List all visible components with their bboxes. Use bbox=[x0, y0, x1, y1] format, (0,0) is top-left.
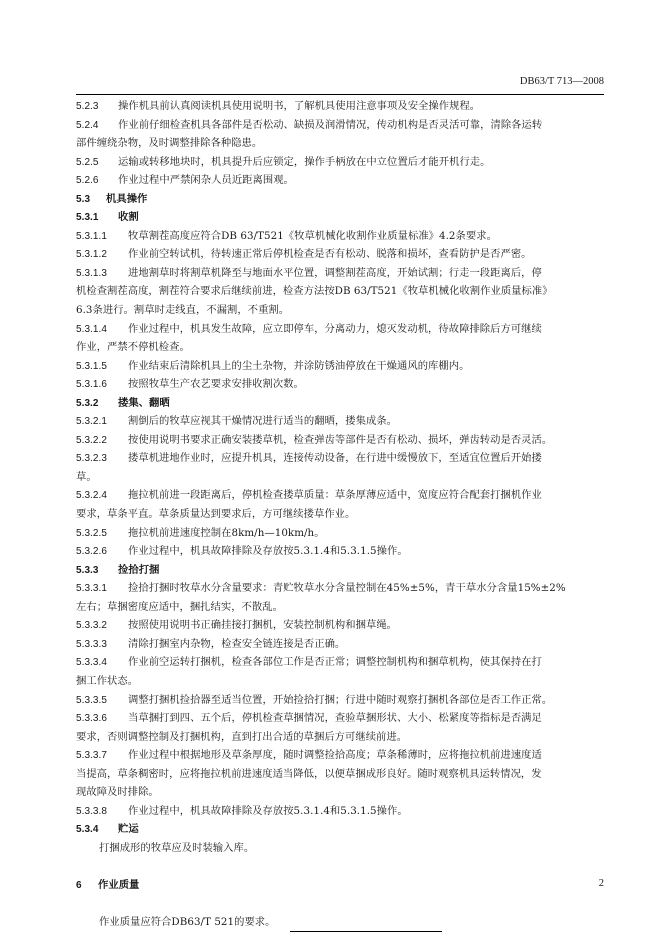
section-heading bbox=[76, 820, 606, 839]
clause-text: 按照使用说明书正确挂接打捆机，安装控制机构和捆草绳。 bbox=[128, 619, 398, 632]
clause-number: 5.3.3.7 bbox=[76, 750, 107, 762]
clause-number: 5.3.1.2 bbox=[76, 249, 107, 261]
clause-line bbox=[76, 449, 606, 468]
clause-text: 打捆成形的牧草应及时装输入库。 bbox=[99, 841, 255, 854]
clause-text: 要求，草条平直。草条质量达到要求后，方可继续搂草作业。 bbox=[76, 508, 356, 521]
clause-number: 5.3.2 bbox=[76, 397, 99, 409]
continuation-line bbox=[76, 672, 606, 691]
header-rule bbox=[76, 94, 604, 95]
clause-text: 6.3条进行。割草时走线直，不漏割，不重割。 bbox=[76, 304, 290, 317]
clause-line bbox=[76, 171, 606, 190]
clause-text: 作业过程中，机具故障排除及存放按5.3.1.4和5.3.1.5操作。 bbox=[128, 545, 408, 558]
clause-line bbox=[76, 97, 606, 116]
clause-number: 5.2.4 bbox=[76, 119, 99, 131]
clause-number: 5.2.3 bbox=[76, 101, 99, 112]
spacer bbox=[76, 857, 606, 876]
clause-text: 作业过程中根据地形及草条厚度，随时调整捡拾高度；草条稀薄时，应将拖拉机前进速度适 bbox=[128, 749, 542, 762]
clause-line bbox=[76, 153, 606, 172]
continuation-line bbox=[76, 134, 606, 153]
continuation-line bbox=[76, 301, 606, 320]
document-code: DB63/T 713—2008 bbox=[519, 76, 604, 87]
continuation-line bbox=[76, 913, 606, 932]
heading-text: 作业质量 bbox=[98, 879, 140, 891]
clause-number: 5.3.2.5 bbox=[76, 527, 107, 539]
clause-line bbox=[76, 431, 606, 450]
clause-text: 左右；草捆密度应适中，捆扎结实，不散乱。 bbox=[76, 600, 283, 613]
clause-number: 5.3.1.6 bbox=[76, 379, 107, 391]
clause-text: 拖拉机前进速度控制在8km/h—10km/h。 bbox=[128, 526, 325, 539]
clause-line bbox=[76, 227, 606, 246]
clause-number: 5.2.5 bbox=[76, 156, 99, 168]
clause-number: 5.3.3.2 bbox=[76, 620, 107, 632]
clause-text: 搂草机进地作业时，应提升机具，连接传动设备，在行进中缓慢放下，至适宜位置后开始搂 bbox=[128, 452, 542, 465]
clause-line bbox=[76, 116, 606, 135]
clause-number: 5.3.3.5 bbox=[76, 694, 107, 706]
clause-line bbox=[76, 635, 606, 654]
clause-text: 当草捆打到四、五个后，停机检查草捆情况，查验草捆形状、大小、松紧度等指标是否满足 bbox=[128, 712, 542, 725]
continuation-line bbox=[76, 783, 606, 802]
clause-line bbox=[76, 746, 606, 765]
section-heading bbox=[76, 208, 606, 227]
clause-text: 现故障及时排除。 bbox=[76, 786, 159, 799]
clause-text: 作业，严禁不停机检查。 bbox=[76, 341, 190, 354]
clause-text: 割倒后的牧草应视其干燥情况进行适当的翻晒，搂集成条。 bbox=[128, 415, 398, 428]
clause-text: 按照牧草生产农艺要求安排收割次数。 bbox=[128, 378, 304, 391]
clause-text: 调整打捆机捡拾器至适当位置，开始捡拾打捆；行进中随时观察打捆机各部位是否工作正常。 bbox=[128, 693, 553, 706]
clause-number: 5.2.6 bbox=[76, 175, 99, 187]
clause-number: 5.3.2.4 bbox=[76, 490, 107, 502]
section-heading bbox=[76, 876, 606, 895]
clause-number: 5.3.2.3 bbox=[76, 453, 107, 465]
heading-text: 贮运 bbox=[118, 824, 139, 836]
heading-text: 搂集、翻晒 bbox=[118, 397, 170, 409]
clause-number: 5.3.4 bbox=[76, 824, 99, 836]
clause-number: 5.3.2.6 bbox=[76, 546, 107, 558]
clause-line bbox=[76, 691, 606, 710]
clause-text: 按使用说明书要求正确安装搂草机，检查弹齿等部件是否有松动、损坏，弹齿转动是否灵活。 bbox=[128, 433, 553, 446]
section-heading bbox=[76, 561, 606, 580]
spacer bbox=[76, 895, 606, 914]
heading-text: 机具操作 bbox=[106, 193, 148, 205]
clause-text: 机检查割茬高度，割茬符合要求后继续前进，检查方法按DB 63/T521《牧草机械化收割作业质量标准》 bbox=[76, 285, 553, 298]
clause-line bbox=[76, 375, 606, 394]
continuation-line bbox=[76, 598, 606, 617]
clause-line bbox=[76, 412, 606, 431]
clause-number: 5.3.3.8 bbox=[76, 805, 107, 817]
clause-number: 5.3.3.6 bbox=[76, 713, 107, 725]
clause-text: 作业前仔细检查机具各部件是否松动、缺损及润滑情况，传动机构是否灵活可靠，清除各运转 bbox=[118, 118, 543, 131]
clause-line bbox=[76, 709, 606, 728]
clause-number: 5.3.3.1 bbox=[76, 583, 107, 595]
continuation-line bbox=[76, 839, 606, 858]
clause-line bbox=[76, 486, 606, 505]
clause-text: 进地割草时将割草机降至与地面水平位置，调整割茬高度，开始试割；行走一段距离后，停 bbox=[128, 266, 542, 279]
clause-number: 5.3.3.4 bbox=[76, 657, 107, 669]
clause-text: 牧草割茬高度应符合DB 63/T521《牧草机械化收割作业质量标准》4.2条要求。 bbox=[128, 229, 497, 242]
document-body bbox=[76, 97, 606, 932]
clause-text: 作业前空运转打捆机，检查各部位工作是否正常；调整控制机构和捆草机构，使其保持在打 bbox=[128, 656, 542, 669]
clause-number: 6 bbox=[76, 879, 82, 891]
clause-number: 5.3 bbox=[76, 193, 91, 205]
clause-line bbox=[76, 245, 606, 264]
clause-text: 要求，否则调整控制及打捆机构，直到打出合适的草捆后方可继续前进。 bbox=[76, 730, 408, 743]
clause-text: 当提高，草条稠密时，应将拖拉机前进速度适当降低，以便草捆成形良好。随时观察机具运转情况，发 bbox=[76, 767, 542, 780]
clause-text: 清除打捆室内杂物，检查安全链连接是否正确。 bbox=[128, 637, 346, 650]
continuation-line bbox=[76, 505, 606, 524]
clause-text: 作业结束后清除机具上的尘土杂物，并涂防锈油停放在干燥通风的库棚内。 bbox=[128, 359, 470, 372]
clause-text: 作业过程中，机具故障排除及存放按5.3.1.4和5.3.1.5操作。 bbox=[128, 804, 408, 817]
continuation-line bbox=[76, 338, 606, 357]
clause-number: 5.3.1.5 bbox=[76, 360, 107, 372]
clause-line bbox=[76, 653, 606, 672]
clause-text: 作业前空转试机，待转速正常后停机检查是否有松动、脱落和损坏，查看防护是否严密。 bbox=[128, 248, 532, 261]
clause-text: 捆工作状态。 bbox=[76, 674, 139, 687]
clause-line bbox=[76, 357, 606, 376]
clause-number: 5.3.3 bbox=[76, 564, 99, 576]
clause-text: 捡拾打捆时牧草水分含量要求：青贮牧草水分含量控制在45%±5%，青干草水分含量15%±2% bbox=[128, 582, 566, 595]
clause-text: 草。 bbox=[76, 470, 97, 483]
continuation-line bbox=[76, 728, 606, 747]
clause-number: 5.3.1.3 bbox=[76, 267, 107, 279]
clause-line bbox=[76, 616, 606, 635]
heading-text: 捡拾打捆 bbox=[118, 564, 160, 576]
clause-number: 5.3.1.4 bbox=[76, 323, 107, 335]
clause-text: 作业过程中严禁闲杂人员近距离围观。 bbox=[118, 174, 294, 187]
clause-line bbox=[76, 320, 606, 339]
page-number: 2 bbox=[598, 878, 604, 889]
heading-text: 收割 bbox=[118, 212, 139, 224]
clause-number: 5.3.1 bbox=[76, 212, 99, 224]
continuation-line bbox=[76, 765, 606, 784]
continuation-line bbox=[76, 468, 606, 487]
clause-text: 部件缠绕杂物，及时调整排除各种隐患。 bbox=[76, 137, 263, 150]
continuation-line bbox=[76, 282, 606, 301]
clause-text: 作业质量应符合DB63/T 521的要求。 bbox=[99, 916, 276, 929]
section-heading bbox=[76, 394, 606, 413]
clause-text: 运输或转移地块时，机具提升后应锁定，操作手柄放在中立位置后才能开机行走。 bbox=[118, 155, 491, 168]
clause-line bbox=[76, 579, 606, 598]
clause-line bbox=[76, 802, 606, 821]
clause-text: 作业过程中，机具发生故障，应立即停车，分离动力，熄灭发动机，待故障排除后方可继续 bbox=[128, 322, 542, 335]
clause-text: 拖拉机前进一段距离后，停机检查搂草质量：草条厚薄应适中，宽度应符合配套打捆机作业 bbox=[128, 489, 542, 502]
clause-text: 操作机具前认真阅读机具使用说明书，了解机具使用注意事项及安全操作规程。 bbox=[118, 100, 481, 112]
clause-number: 5.3.2.1 bbox=[76, 416, 107, 428]
clause-number: 5.3.3.3 bbox=[76, 638, 107, 650]
clause-line bbox=[76, 524, 606, 543]
clause-number: 5.3.1.1 bbox=[76, 230, 107, 242]
end-rule bbox=[290, 919, 442, 932]
clause-line bbox=[76, 542, 606, 561]
section-heading bbox=[76, 190, 606, 209]
clause-line bbox=[76, 264, 606, 283]
clause-number: 5.3.2.2 bbox=[76, 434, 107, 446]
